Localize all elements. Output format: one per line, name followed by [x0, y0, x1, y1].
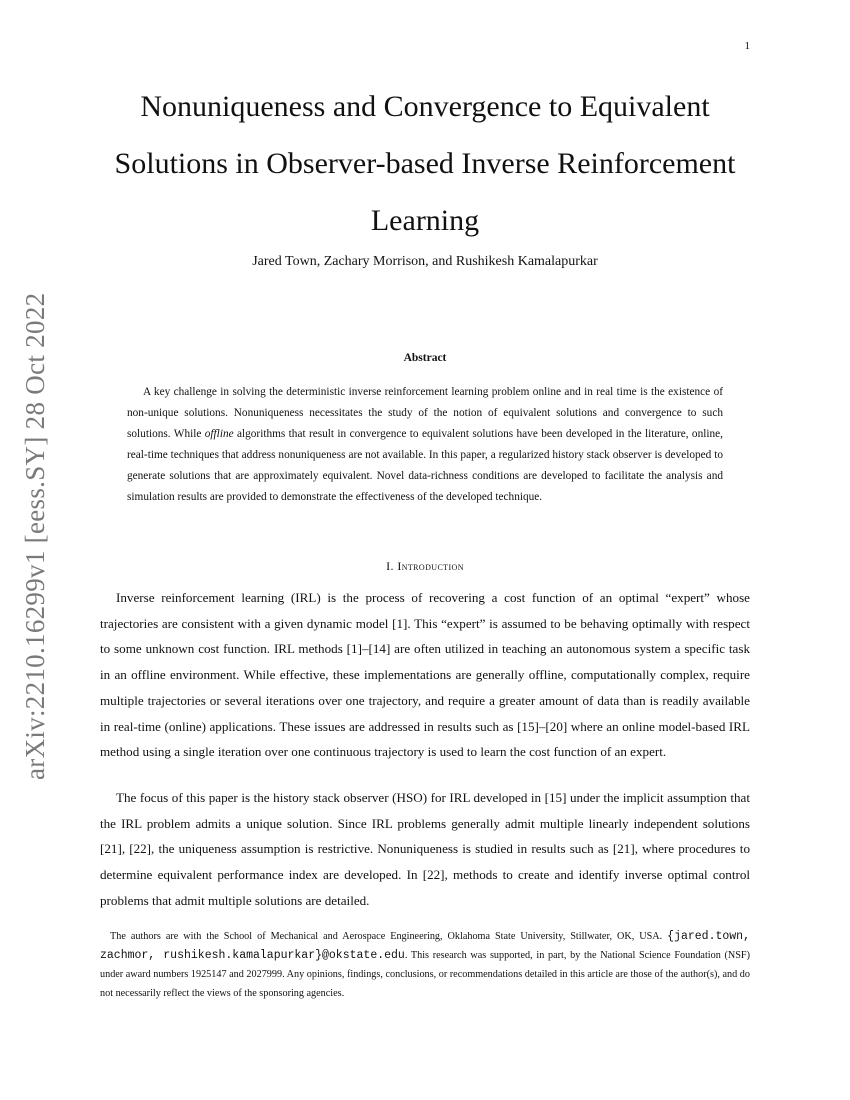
- footnote-funding-text: . This research was supported, in part, by the National Science Foundation (NSF) under award numbers 1925147 and 2027999. Any opinions, findings, conclusions, or recommendations detailed in this article are those of the author(s), and do not necessarily reflect the views of the sponsoring agencies.: [100, 950, 750, 999]
- arxiv-identifier-stamp: arXiv:2210.16299v1 [eess.SY] 28 Oct 2022: [20, 292, 50, 780]
- abstract-text-part-1: A key challenge in solving the deterministic inverse reinforcement learning problem online and in real time is the existence of non-unique solutions. Nonuniqueness necessitates the study of the notion of equivalent solutions and convergence to such solutions. While: [127, 386, 723, 440]
- section-heading-introduction: [100, 559, 750, 574]
- paper-authors: Jared Town, Zachary Morrison, and Rushikesh Kamalapurkar: [252, 254, 598, 269]
- abstract-emphasis: offline: [204, 428, 234, 440]
- section-number: I.: [386, 559, 394, 573]
- introduction-paragraph-2: The focus of this paper is the history stack observer (HSO) for IRL developed in [15] under the implicit assumption that the IRL problem admits a unique solution. Since IRL problems generally admit multiple linearly independent solutions [21], [22], the uniqueness assumption is restrictive. Nonuniqueness is studied in results such as [21], where procedures to determine equivalent performance index are developed. In [22], methods to create and identify inverse optimal control problems that admit multiple solutions are detailed.: [100, 790, 750, 908]
- introduction-paragraph-1: Inverse reinforcement learning (IRL) is the process of recovering a cost function of an optimal “expert” whose trajectories are consistent with a given dynamic model [1]. This “expert” is assumed to be behaving optimally with respect to some unknown cost function. IRL methods [1]–[14] are often utilized in teaching an autonomous system a specific task in an offline environment. While effective, these implementations are generally offline, computationally complex, require multiple trajectories or several iterations over one trajectory, and require a greater amount of data than is readily available in real-time (online) applications. These issues are addressed in results such as [15]–[20] where an online model-based IRL method using a single iteration over one continuous trajectory is used to learn the cost function of an expert.: [100, 590, 750, 760]
- author-emails: {jared.town, zachmor, rushikesh.kamalapurkar}@okstate.edu: [100, 930, 750, 962]
- abstract-text-part-2: algorithms that result in convergence to equivalent solutions have been developed in the literature, online, real-time techniques that address nonuniqueness are not available. In this paper, a regularized history stack observer is developed to generate solutions that are approximately equivalent. Novel data-richness conditions are developed to facilitate the analysis and simulation results are provided to demonstrate the effectiveness of the developed technique.: [127, 428, 723, 503]
- section-title: Introduction: [397, 559, 464, 573]
- paper-title: Nonuniqueness and Convergence to Equivalent Solutions in Observer-based Inverse Reinforcement Learning: [114, 90, 736, 237]
- abstract-body: [127, 382, 723, 508]
- page-number: 1: [744, 40, 750, 52]
- affiliation-footnote: [100, 927, 750, 1003]
- abstract-heading: Abstract: [403, 352, 447, 364]
- footnote-affiliation-text: The authors are with the School of Mechanical and Aerospace Engineering, Oklahoma State University, Stillwater, OK, USA.: [110, 931, 668, 942]
